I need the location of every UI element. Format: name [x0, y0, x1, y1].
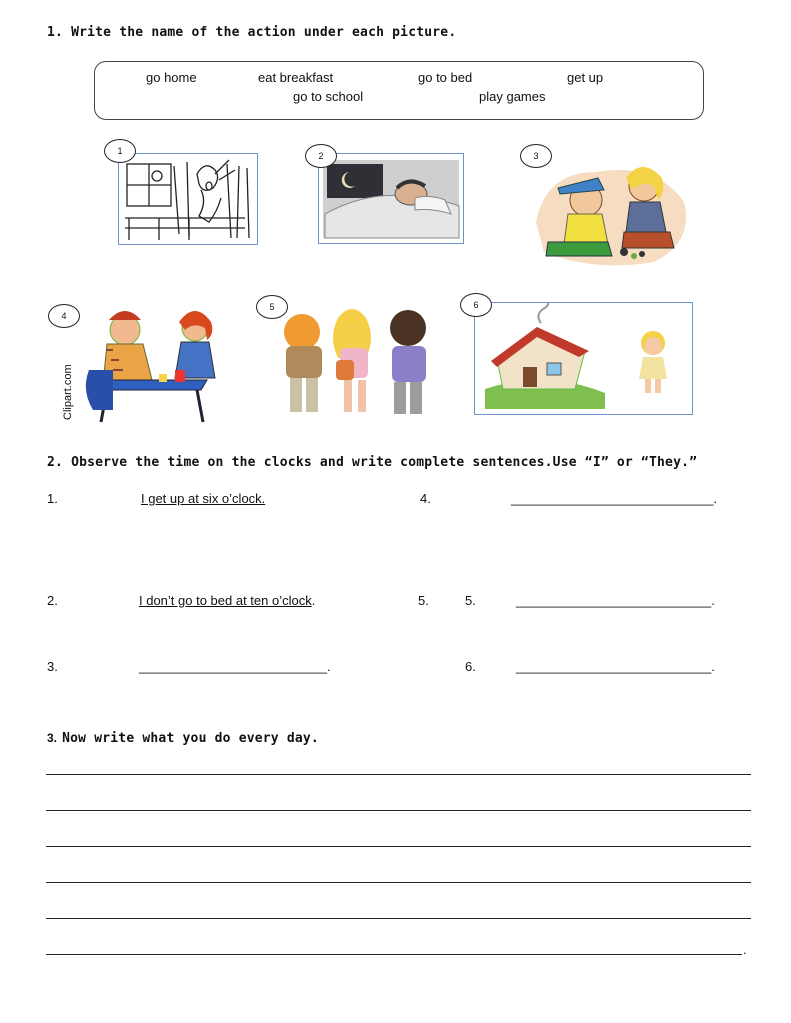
sentence-answer-1[interactable]: I get up at six o’clock. [141, 491, 266, 506]
word-bank-item: go to bed [418, 70, 473, 85]
picture-number-2: 2 [305, 144, 337, 168]
writing-line-6[interactable] [46, 954, 742, 955]
word-bank-item: get up [567, 70, 604, 85]
picture-number-6: 6 [460, 293, 492, 317]
picture-caption: Clipart.com [62, 364, 74, 420]
picture-play-games [528, 152, 692, 268]
sentence-blank-4[interactable]: ____________________________. [511, 491, 718, 506]
sentence-number-5: 5. [418, 593, 429, 608]
writing-line-2[interactable] [46, 810, 751, 811]
sentence-number-1: 1. [47, 491, 58, 506]
writing-line-1[interactable] [46, 774, 751, 775]
section3-number: 3. [47, 731, 58, 745]
sentence-number-2: 2. [47, 593, 58, 608]
section3-title [47, 727, 319, 746]
sentence-number-3: 3. [47, 659, 58, 674]
final-period: . [743, 942, 747, 957]
writing-line-4[interactable] [46, 882, 751, 883]
sentence-answer-2[interactable] [139, 593, 315, 608]
sentence-blank-5[interactable]: ___________________________. [516, 593, 715, 608]
section2-title: 2. Observe the time on the clocks and write complete sentences.Use “I” or “They.” [47, 455, 698, 470]
sentence-number-4: 4. [420, 491, 431, 506]
picture-number-4: 4 [48, 304, 80, 328]
word-bank-item: go home [146, 70, 197, 85]
picture-number-1: 1 [104, 139, 136, 163]
sentence-answer-2-text: I don’t go to bed at ten o’clock [139, 593, 312, 608]
word-bank-item: go to school [293, 89, 364, 104]
picture-number-5: 5 [256, 295, 288, 319]
picture-go-to-bed [318, 153, 464, 244]
word-bank-item: eat breakfast [258, 70, 334, 85]
sentence-blank-3[interactable]: __________________________. [139, 659, 331, 674]
sentence-blank-6[interactable]: ___________________________. [516, 659, 715, 674]
picture-go-home [474, 302, 693, 415]
picture-wake-up [118, 153, 258, 245]
picture-eat-breakfast [67, 300, 227, 425]
sentence-number-5-repeat: 5. [465, 593, 476, 608]
picture-number-3: 3 [520, 144, 552, 168]
sentence-answer-2-end: . [311, 593, 316, 608]
writing-line-3[interactable] [46, 846, 751, 847]
writing-line-5[interactable] [46, 918, 751, 919]
section3-title-text: Now write what you do every day. [62, 731, 319, 746]
section1-title: 1. Write the name of the action under each picture. [47, 25, 457, 40]
word-bank-item: play games [479, 89, 546, 104]
sentence-number-6: 6. [465, 659, 476, 674]
picture-go-to-school [278, 298, 438, 426]
